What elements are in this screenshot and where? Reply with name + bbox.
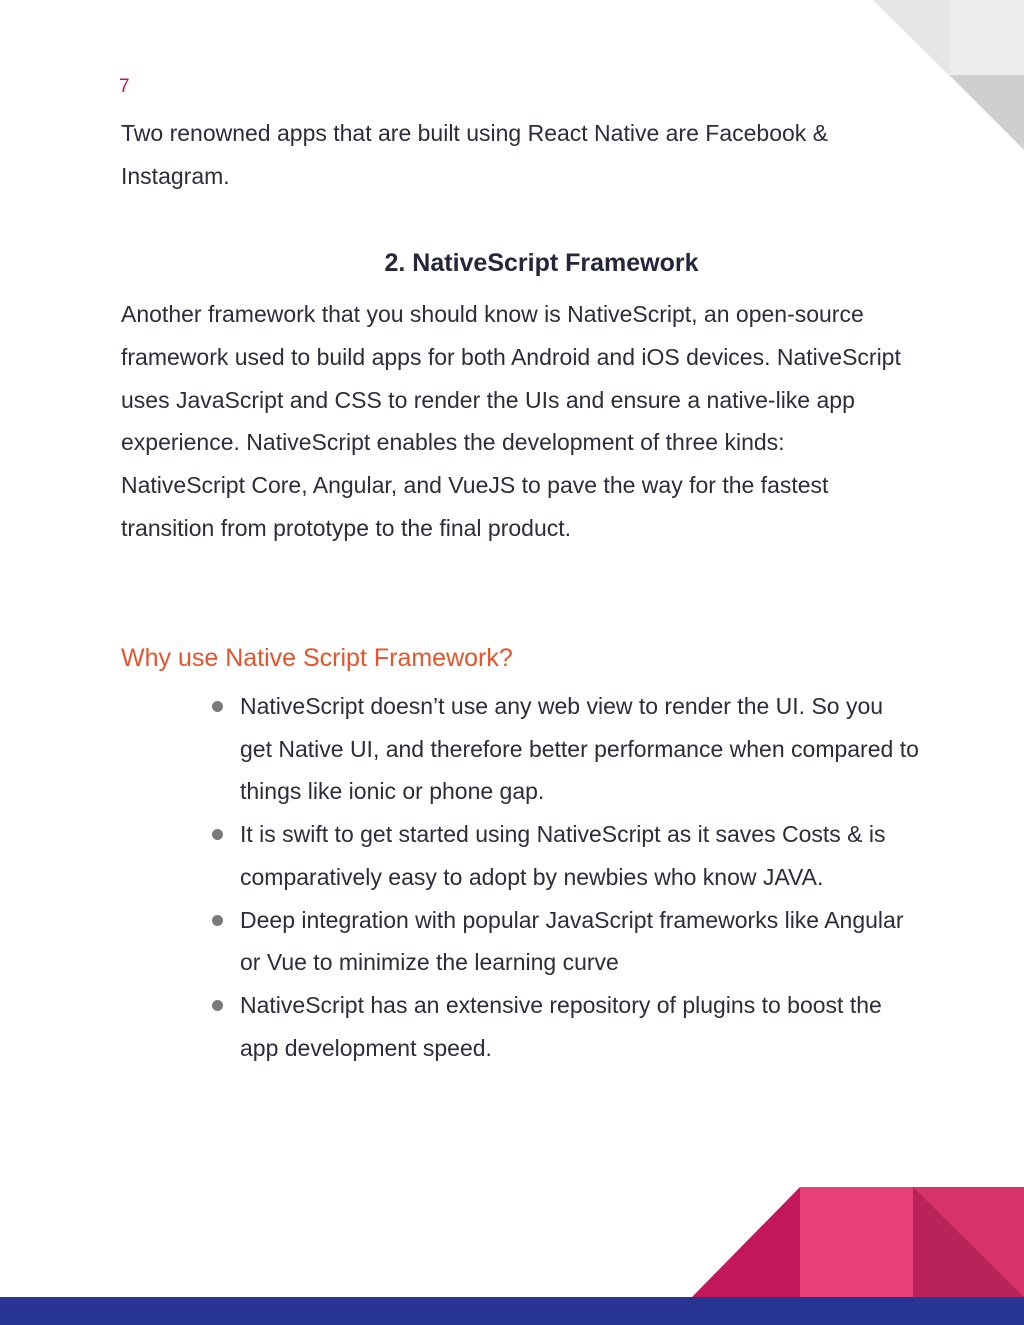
section-heading: 2. NativeScript Framework <box>384 249 699 277</box>
why-use-heading: Why use Native Script Framework? <box>121 644 513 672</box>
list-item <box>240 899 920 984</box>
page-number: 7 <box>119 76 130 97</box>
list-item-text: Deep integration with popular JavaScript frameworks like Angular or Vue to minimize the learning curve <box>240 906 904 976</box>
bottom-right-accent-crimson <box>692 1187 800 1297</box>
bullet-dot-icon <box>212 915 223 926</box>
intro-paragraph: Two renowned apps that are built using React Native are Facebook & Instagram. <box>121 120 829 189</box>
list-item <box>240 813 920 898</box>
list-item-text: NativeScript doesn’t use any web view to render the UI. So you get Native UI, and therefore better performance when compared to things like ionic or phone gap. <box>240 693 919 805</box>
benefits-list <box>240 685 920 1069</box>
bullet-dot-icon <box>212 701 223 712</box>
list-item-text: It is swift to get started using NativeScript as it saves Costs & is comparatively easy to adopt by newbies who know JAVA. <box>240 821 886 890</box>
bullet-dot-icon <box>212 1000 223 1011</box>
section-body-paragraph: Another framework that you should know is NativeScript, an open-source framework used to build apps for both Android and iOS devices. NativeScript uses JavaScript and CSS to render the UIs and ensure a native-like app experience. NativeScript enables the development of three kinds: NativeScript Core, Angular, and VueJS to pave the way for the fastest transition from prototype to the final product. <box>121 301 901 541</box>
bottom-right-accent-pink <box>800 1187 913 1297</box>
list-item <box>240 984 920 1069</box>
list-item-text: NativeScript has an extensive repository of plugins to boost the app development speed. <box>240 991 882 1061</box>
top-right-corner-shape-panel <box>950 0 1024 75</box>
footer-bar <box>0 1297 1024 1325</box>
list-item <box>240 685 920 813</box>
